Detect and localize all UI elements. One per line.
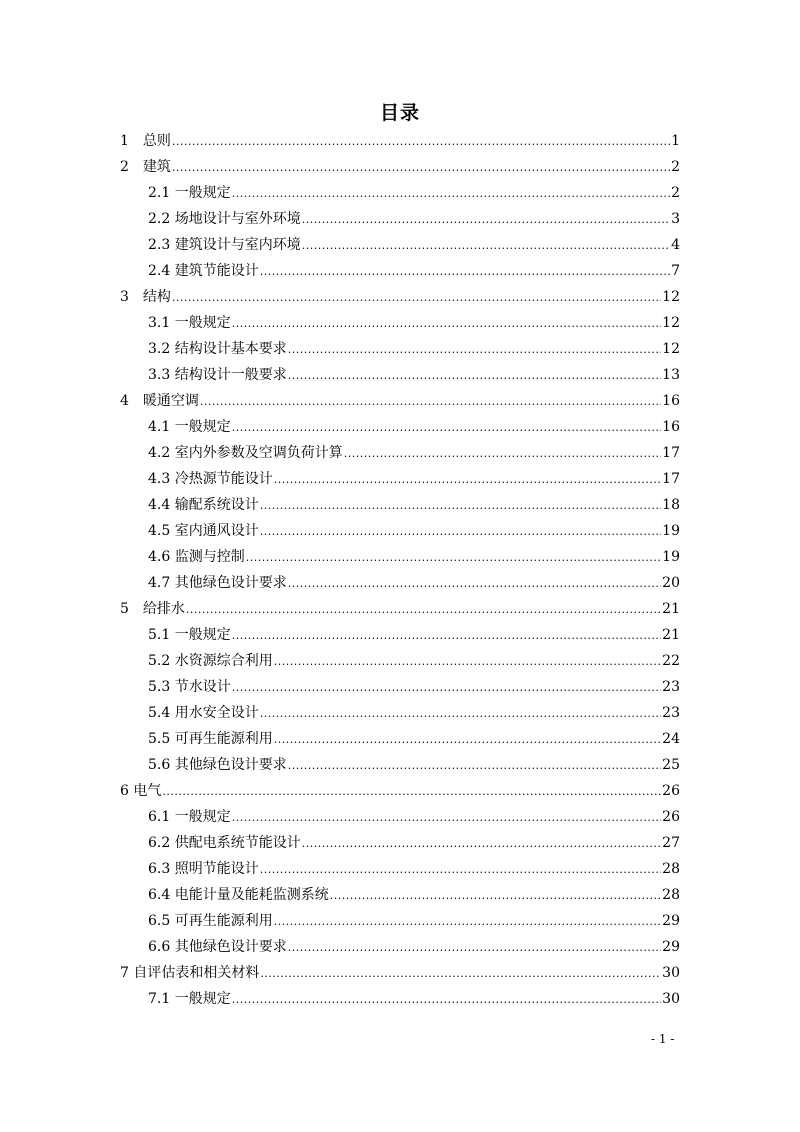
toc-entry-label: 2.4 建筑节能设计 <box>148 263 259 279</box>
toc-entry-page: 1 <box>671 133 680 149</box>
toc-entry[interactable] <box>120 908 680 934</box>
toc-entry-page: 3 <box>671 211 680 227</box>
toc-dot-leader <box>260 258 670 284</box>
toc-entry[interactable] <box>120 570 680 596</box>
toc-entry-page: 4 <box>671 237 680 253</box>
toc-entry-page: 22 <box>662 653 680 669</box>
toc-entry[interactable] <box>120 960 680 986</box>
toc-dot-leader <box>232 804 661 830</box>
toc-dot-leader <box>232 414 661 440</box>
toc-entry-page: 27 <box>662 835 680 851</box>
toc-dot-leader <box>260 960 661 986</box>
toc-entry-page: 7 <box>671 263 680 279</box>
toc-entry-page: 12 <box>662 315 680 331</box>
toc-entry[interactable] <box>120 362 680 388</box>
toc-entry-label: 6.5 可再生能源利用 <box>148 913 273 929</box>
toc-dot-leader <box>186 596 661 622</box>
toc-entry-page: 21 <box>662 601 680 617</box>
toc-dot-leader <box>274 648 661 674</box>
toc-entry-label: 2 建筑 <box>120 159 171 175</box>
toc-dot-leader <box>302 830 661 856</box>
toc-entry-label: 5.4 用水安全设计 <box>148 705 259 721</box>
toc-entry-label: 2.2 场地设计与室外环境 <box>148 211 301 227</box>
toc-entry-label: 5.5 可再生能源利用 <box>148 731 273 747</box>
toc-entry-page: 21 <box>662 627 680 643</box>
toc-entry-label: 5.6 其他绿色设计要求 <box>148 757 287 773</box>
toc-entry[interactable] <box>120 284 680 310</box>
toc-entry-label: 5 给排水 <box>120 601 185 617</box>
toc-entry-page: 16 <box>662 419 680 435</box>
toc-entry-label: 6 电气 <box>120 783 162 799</box>
toc-dot-leader <box>172 128 670 154</box>
toc-entry-label: 7 自评估表和相关材料 <box>120 965 260 981</box>
toc-entry[interactable] <box>120 206 680 232</box>
toc-entry[interactable] <box>120 882 680 908</box>
toc-entry-page: 16 <box>662 393 680 409</box>
toc-entry[interactable] <box>120 154 680 180</box>
toc-entry-label: 4.7 其他绿色设计要求 <box>148 575 287 591</box>
toc-entry-page: 24 <box>662 731 680 747</box>
toc-dot-leader <box>232 986 661 1012</box>
toc-entry-page: 13 <box>662 367 680 383</box>
page-number: - 1 - <box>651 1032 675 1046</box>
toc-dot-leader <box>344 440 661 466</box>
toc-entry-page: 26 <box>662 783 680 799</box>
toc-dot-leader <box>232 674 661 700</box>
toc-dot-leader <box>232 310 661 336</box>
toc-dot-leader <box>260 518 661 544</box>
toc-dot-leader <box>260 492 661 518</box>
page-title: 目录 <box>379 102 420 124</box>
toc-entry-label: 3.1 一般规定 <box>148 315 231 331</box>
toc-entry-label: 1 总则 <box>120 133 171 149</box>
toc-entry[interactable] <box>120 336 680 362</box>
toc-entry[interactable] <box>120 752 680 778</box>
toc-entry-label: 5.3 节水设计 <box>148 679 231 695</box>
toc-dot-leader <box>260 700 661 726</box>
toc-entry-page: 20 <box>662 575 680 591</box>
toc-entry[interactable] <box>120 648 680 674</box>
toc-entry-page: 29 <box>662 913 680 929</box>
table-of-contents <box>120 128 680 1012</box>
toc-entry[interactable] <box>120 804 680 830</box>
toc-entry[interactable] <box>120 778 680 804</box>
toc-dot-leader <box>274 726 661 752</box>
toc-entry[interactable] <box>120 674 680 700</box>
toc-entry-label: 4.1 一般规定 <box>148 419 231 435</box>
toc-dot-leader <box>274 466 661 492</box>
toc-entry-page: 28 <box>662 861 680 877</box>
toc-entry-page: 23 <box>662 705 680 721</box>
toc-entry[interactable] <box>120 440 680 466</box>
toc-entry-page: 19 <box>662 523 680 539</box>
toc-dot-leader <box>232 622 661 648</box>
toc-entry[interactable] <box>120 232 680 258</box>
toc-entry[interactable] <box>120 180 680 206</box>
toc-entry-page: 18 <box>662 497 680 513</box>
toc-dot-leader <box>260 856 661 882</box>
toc-dot-leader <box>288 752 661 778</box>
toc-entry-label: 2.1 一般规定 <box>148 185 231 201</box>
toc-entry-page: 17 <box>662 471 680 487</box>
toc-entry[interactable] <box>120 830 680 856</box>
toc-dot-leader <box>172 154 670 180</box>
toc-entry-label: 4.4 输配系统设计 <box>148 497 259 513</box>
toc-entry-page: 25 <box>662 757 680 773</box>
toc-entry[interactable] <box>120 492 680 518</box>
toc-entry-page: 28 <box>662 887 680 903</box>
toc-dot-leader <box>288 362 661 388</box>
toc-dot-leader <box>172 284 661 310</box>
toc-entry[interactable] <box>120 700 680 726</box>
toc-entry-label: 5.1 一般规定 <box>148 627 231 643</box>
toc-entry[interactable] <box>120 934 680 960</box>
toc-entry-label: 3 结构 <box>120 289 171 305</box>
toc-entry-label: 4.3 冷热源节能设计 <box>148 471 273 487</box>
toc-entry[interactable] <box>120 596 680 622</box>
toc-dot-leader <box>288 336 661 362</box>
toc-entry-page: 17 <box>662 445 680 461</box>
toc-entry-label: 6.6 其他绿色设计要求 <box>148 939 287 955</box>
toc-entry-label: 6.3 照明节能设计 <box>148 861 259 877</box>
toc-entry-label: 4.6 监测与控制 <box>148 549 245 565</box>
toc-dot-leader <box>232 180 670 206</box>
toc-entry-page: 12 <box>662 289 680 305</box>
toc-entry-label: 2.3 建筑设计与室内环境 <box>148 237 301 253</box>
toc-entry-label: 4.5 室内通风设计 <box>148 523 259 539</box>
toc-entry-page: 26 <box>662 809 680 825</box>
toc-entry-page: 2 <box>671 159 680 175</box>
toc-dot-leader <box>162 778 661 804</box>
toc-entry[interactable] <box>120 388 680 414</box>
toc-entry-label: 4.2 室内外参数及空调负荷计算 <box>148 445 343 461</box>
toc-entry-label: 6.1 一般规定 <box>148 809 231 825</box>
toc-entry[interactable] <box>120 544 680 570</box>
toc-entry[interactable] <box>120 310 680 336</box>
toc-dot-leader <box>302 206 670 232</box>
toc-entry-page: 2 <box>671 185 680 201</box>
toc-entry[interactable] <box>120 258 680 284</box>
toc-entry-label: 3.3 结构设计一般要求 <box>148 367 287 383</box>
toc-dot-leader <box>288 934 661 960</box>
toc-entry[interactable] <box>120 466 680 492</box>
toc-entry-label: 6.2 供配电系统节能设计 <box>148 835 301 851</box>
toc-entry-page: 19 <box>662 549 680 565</box>
toc-entry[interactable] <box>120 986 680 1012</box>
toc-entry[interactable] <box>120 128 680 154</box>
toc-dot-leader <box>330 882 661 908</box>
toc-dot-leader <box>200 388 661 414</box>
toc-entry-label: 3.2 结构设计基本要求 <box>148 341 287 357</box>
toc-entry-page: 30 <box>662 991 680 1007</box>
toc-entry[interactable] <box>120 856 680 882</box>
toc-dot-leader <box>288 570 661 596</box>
toc-entry-page: 12 <box>662 341 680 357</box>
toc-entry-page: 23 <box>662 679 680 695</box>
toc-entry[interactable] <box>120 518 680 544</box>
toc-entry-label: 6.4 电能计量及能耗监测系统 <box>148 887 329 903</box>
toc-entry-page: 30 <box>662 965 680 981</box>
toc-dot-leader <box>274 908 661 934</box>
toc-dot-leader <box>302 232 670 258</box>
toc-entry-label: 4 暖通空调 <box>120 393 199 409</box>
toc-entry-label: 5.2 水资源综合利用 <box>148 653 273 669</box>
toc-entry[interactable] <box>120 726 680 752</box>
toc-entry[interactable] <box>120 414 680 440</box>
toc-entry[interactable] <box>120 622 680 648</box>
toc-entry-label: 7.1 一般规定 <box>148 991 231 1007</box>
toc-entry-page: 29 <box>662 939 680 955</box>
toc-dot-leader <box>246 544 661 570</box>
